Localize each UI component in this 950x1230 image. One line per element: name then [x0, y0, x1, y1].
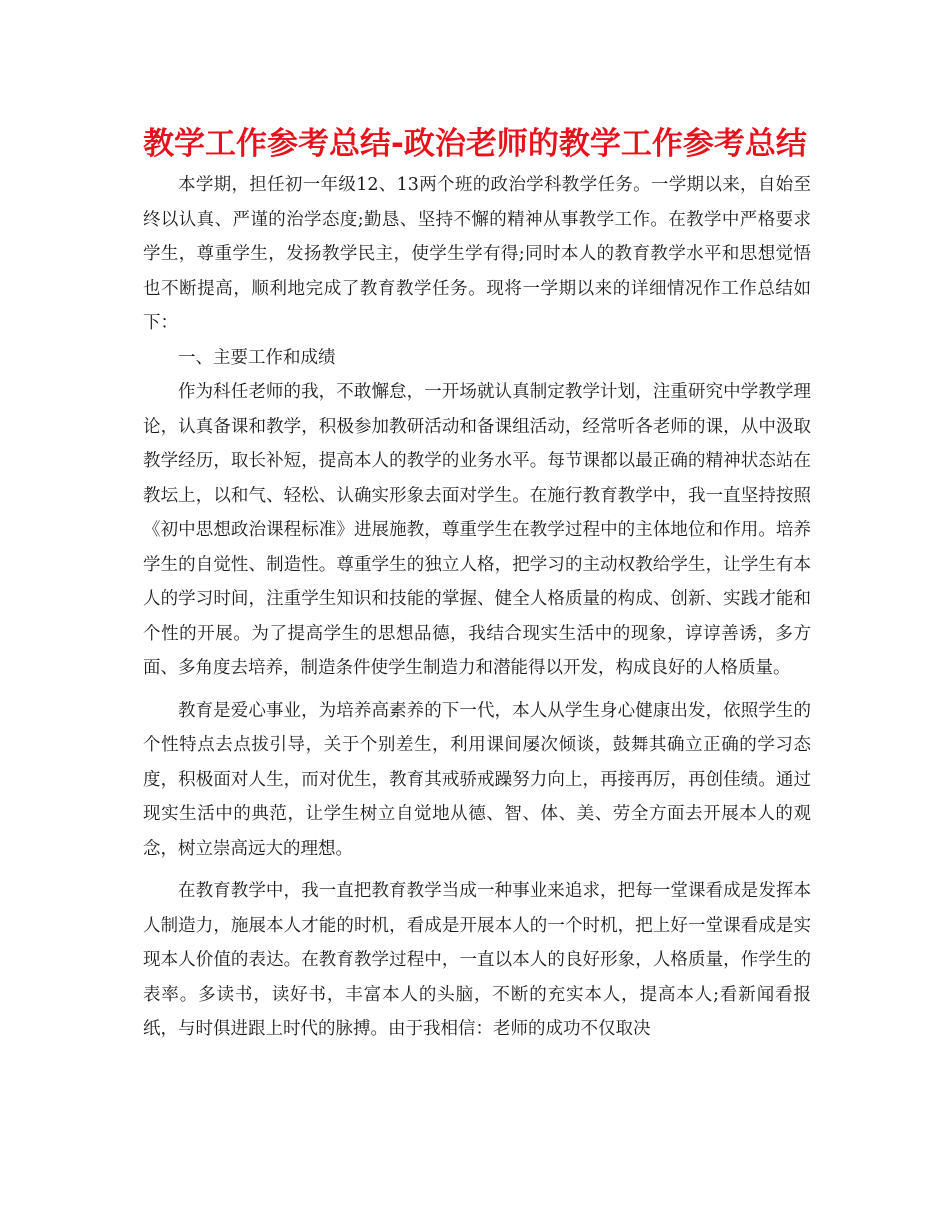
paragraph-work: 作为科任老师的我，不敢懈怠，一开场就认真制定教学计划，注重研究中学教学理论，认真备课和教学，积极参加教研活动和备课组活动，经常听各老师的课，从中汲取教学经历，取长补短，提高本人的教学的业务水平。每节课都以最正确的精神状态站在教坛上，以和气、轻松、认确实形象去面对学生。在施行教育教学中，我一直坚持按照《初中思想政治课程标准》进展施教，尊重学生在教学过程中的主体地位和作用。培养学生的自觉性、制造性。尊重学生的独立人格，把学习的主动权教给学生，让学生有本人的学习时间，注重学生知识和技能的掌握、健全人格质量的构成、创新、实践才能和个性的开展。为了提高学生的思想品德，我结合现实生活中的现象，谆谆善诱，多方面、多角度去培养，制造条件使学生制造力和潜能得以开发，构成良好的人格质量。	[143, 382, 811, 678]
document-title: 教学工作参考总结-政治老师的教学工作参考总结	[143, 126, 807, 162]
section-heading: 一、主要工作和成绩	[178, 347, 336, 368]
paragraph-love: 教育是爱心事业，为培养高素养的下一代，本人从学生身心健康出发，依照学生的个性特点去点拔引导，关于个别差生，利用课间屡次倾谈，鼓舞其确立正确的学习态度，积极面对人生，而对优生，教育其戒骄戒躁努力向上，再接再厉，再创佳绩。通过现实生活中的典范，让学生树立自觉地从德、智、体、美、劳全方面去开展本人的观念，树立崇高远大的理想。	[143, 700, 811, 859]
paragraph-intro: 本学期，担任初一年级12、13两个班的政治学科教学任务。一学期以来，自始至终以认真、严谨的治学态度;勤恳、坚持不懈的精神从事教学工作。在教学中严格要求学生，尊重学生，发扬教学民主，使学生学有得;同时本人的教育教学水平和思想觉悟也不断提高，顺利地完成了教育教学任务。现将一学期以来的详细情况作工作总结如下：	[143, 175, 811, 333]
document-body	[143, 168, 811, 1047]
paragraph-career: 在教育教学中，我一直把教育教学当成一种事业来追求，把每一堂课看成是发挥本人制造力，施展本人才能的时机，看成是开展本人的一个时机，把上好一堂课看成是实现本人价值的表达。在教育教学过程中，一直以本人的良好形象，人格质量，作学生的表率。多读书，读好书，丰富本人的头脑，不断的充实本人，提高本人;看新闻看报纸，与时俱进跟上时代的脉搏。由于我相信：老师的成功不仅取决	[143, 881, 811, 1039]
